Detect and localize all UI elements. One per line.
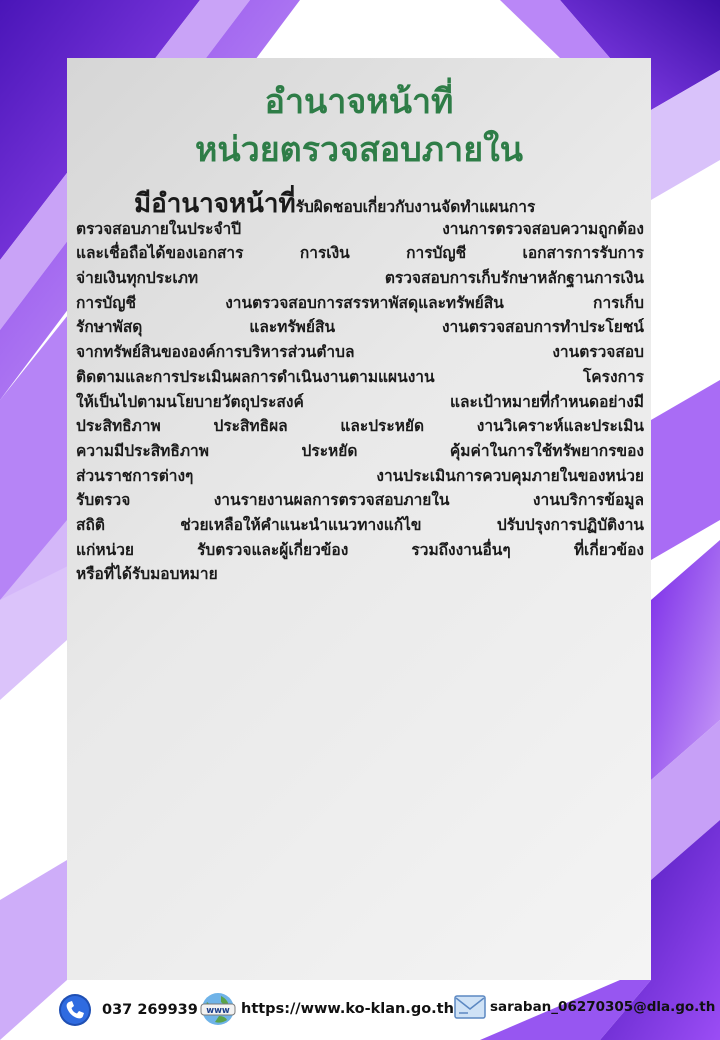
paragraph-line-1: มีอำนาจหน้าที่รับผิดชอบเกี่ยวกับงานจัดทำแผนการ: [134, 189, 536, 219]
paragraph-line: ติดตามและการประเมินผลการดำเนินงานตามแผนงาน โครงการ: [76, 367, 644, 386]
phone-icon: [58, 993, 92, 1027]
paragraph-line: สถิติ ช่วยเหลือให้คำแนะนำแนวทางแก้ไข ปรับปรุงการปฏิบัติงาน: [76, 515, 644, 534]
paragraph-line: หรือที่ได้รับมอบหมาย: [76, 565, 218, 584]
contact-footer: [0, 980, 720, 1040]
website-url: https://www.ko-klan.go.th: [241, 1001, 454, 1017]
paragraph-line: ให้เป็นไปตามนโยบายวัตถุประสงค์ และเป้าหมายที่กำหนดอย่างมี: [76, 392, 644, 411]
phone-number: 037 269939: [102, 1002, 198, 1018]
footer-phone[interactable]: [58, 993, 198, 1027]
duties-paragraph: [76, 189, 644, 587]
globe-www-icon: [199, 990, 237, 1028]
email-icon: [454, 992, 486, 1022]
email-address: saraban_06270305@dla.go.th: [490, 999, 716, 1015]
page-title-line1: อำนาจหน้าที่: [264, 82, 454, 122]
paragraph-line: ส่วนราชการต่างๆ งานประเมินการควบคุมภายในของหน่วย: [76, 466, 644, 485]
paragraph-line: ประสิทธิภาพ ประสิทธิผล และประหยัด งานวิเคราะห์และประเมิน: [76, 417, 644, 436]
footer-email[interactable]: [454, 992, 715, 1022]
paragraph-line: และเชื่อถือได้ของเอกสาร การเงิน การบัญชี เอกสารการรับการ: [76, 244, 644, 263]
footer-website[interactable]: [199, 990, 454, 1028]
lead-text: มีอำนาจหน้าที่: [134, 189, 296, 219]
www-label: www: [206, 1006, 230, 1016]
paragraph-line: ตรวจสอบภายในประจำปี งานการตรวจสอบความถูกต้อง: [76, 219, 644, 238]
page-title-line2: หน่วยตรวจสอบภายใน: [194, 130, 524, 170]
paragraph-line: จ่ายเงินทุกประเภท ตรวจสอบการเก็บรักษาหลักฐานการเงิน: [76, 269, 644, 288]
paragraph-line: ความมีประสิทธิภาพ ประหยัด คุ้มค่าในการใช้ทรัพยากรของ: [76, 441, 644, 460]
paragraph-line: จากทรัพย์สินขององค์การบริหารส่วนตำบล งานตรวจสอบ: [76, 343, 644, 362]
paragraph-line: แก่หน่วย รับตรวจและผู้เกี่ยวข้อง รวมถึงงานอื่นๆ ที่เกี่ยวข้อง: [76, 540, 644, 559]
paragraph-line: รับตรวจ งานรายงานผลการตรวจสอบภายใน งานบริการข้อมูล: [76, 491, 644, 510]
paragraph-line: การบัญชี งานตรวจสอบการสรรหาพัสดุและทรัพย์สิน การเก็บ: [76, 293, 644, 312]
paragraph-line: รักษาพัสดุ และทรัพย์สิน งานตรวจสอบการทำประโยชน์: [76, 318, 644, 337]
